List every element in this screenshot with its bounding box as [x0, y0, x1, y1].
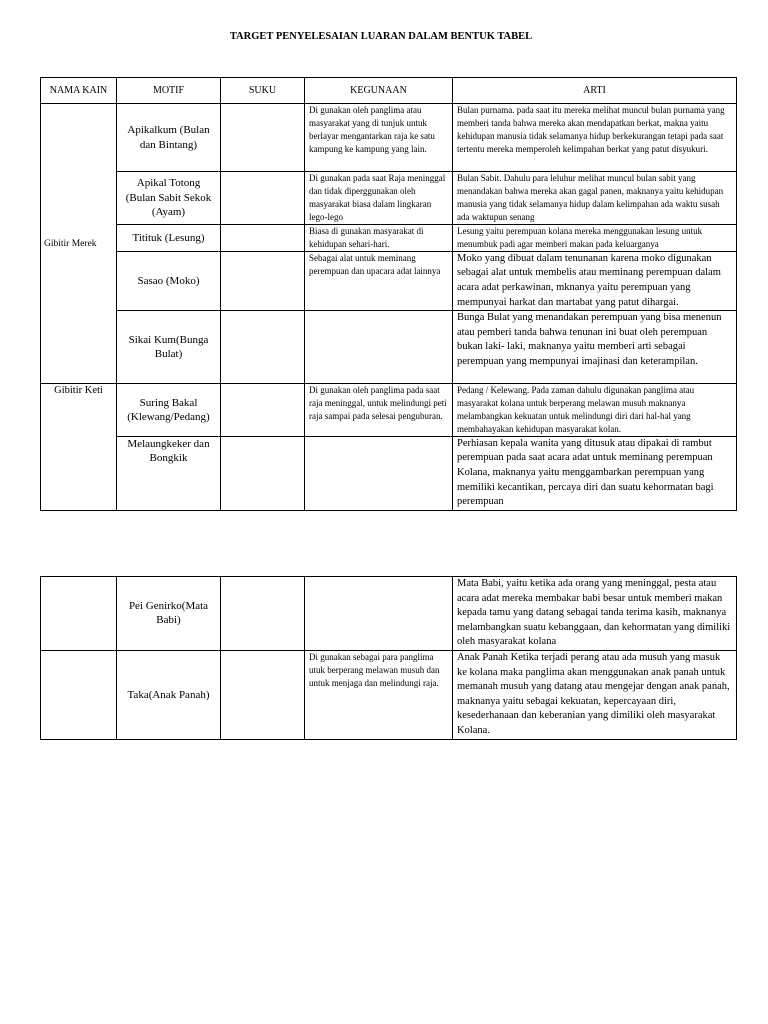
table-row: [41, 650, 737, 739]
nama-kain-cell: [41, 577, 117, 651]
motif-cell: Sasao (Moko): [117, 251, 221, 310]
nama-kain-cell: [41, 650, 117, 739]
motif-cell: Pei Genirko(Mata Babi): [117, 577, 221, 651]
table-row: [41, 311, 737, 384]
kegunaan-cell: Sebagai alat untuk meminang perempuan dan upacara adat lainnya: [305, 251, 453, 310]
suku-cell: [221, 577, 305, 651]
motif-cell: Apikalkum (Bulan dan Bintang): [117, 104, 221, 172]
table-row: [41, 225, 737, 252]
suku-cell: [221, 436, 305, 510]
kegunaan-cell: [305, 311, 453, 384]
motif-cell: Sikai Kum(Bunga Bulat): [117, 311, 221, 384]
table-header-row: [41, 78, 737, 104]
motif-cell: Melaungkeker dan Bongkik: [117, 436, 221, 510]
table-row: [41, 251, 737, 310]
motif-cell: Taka(Anak Panah): [117, 650, 221, 739]
table-row: [41, 577, 737, 651]
arti-cell: Bulan Sabit. Dahulu para leluhur melihat muncul bulan sabit yang menandakan bahwa mereka akan gagal panen, maknanya yaitu kehidupan manusia yang tidak selamanya hidup dalam kelimpahan ada waktu susah ada waktupun senang: [453, 172, 737, 225]
arti-cell: Perhiasan kepala wanita yang ditusuk atau dipakai di rambut perempuan pada saat acara adat untuk meminang perempuan Kolana, maknanya yaitu menggambarkan perempuan yang memiliki kecantikan, percaya diri dan suatu kehormatan bagi perempuan: [453, 436, 737, 510]
arti-cell: Bulan purnama. pada saat itu mereka melihat muncul bulan purnama yang memberi tanda bahwa mereka akan mendapatkan berkat, makna yaitu kehidupan manusia tidak selamanya hidup berkekurangan tetapi pada saat tertentu mereka memperoleh kelimpahan berkat yang patut disyukuri.: [453, 104, 737, 172]
document-title: TARGET PENYELESAIAN LUARAN DALAM BENTUK TABEL: [229, 31, 533, 42]
kegunaan-cell: Di gunakan oleh panglima atau masyarakat yang di tunjuk untuk berlayar mengantarkan raja ke satu kampung ke kampung yang lain.: [305, 104, 453, 172]
suku-cell: [221, 251, 305, 310]
group-gibitir-merek: Gibitir Merek: [41, 104, 117, 384]
table-row: [41, 172, 737, 225]
table-row: [41, 384, 737, 437]
arti-cell: Lesung yaitu perempuan kolana mereka menggunakan lesung untuk menumbuk padi agar memberi makan pada keluarganya: [453, 225, 737, 252]
suku-cell: [221, 384, 305, 437]
header-motif: MOTIF: [117, 78, 221, 104]
kegunaan-cell: [305, 577, 453, 651]
header-nama-kain: NAMA KAIN: [41, 78, 117, 104]
suku-cell: [221, 104, 305, 172]
kegunaan-cell: Biasa di gunakan masyarakat di kehidupan sehari-hari.: [305, 225, 453, 252]
header-suku: SUKU: [221, 78, 305, 104]
motif-table-continued: [40, 576, 737, 740]
group-gibitir-keti: Gibitir Keti: [41, 384, 117, 511]
motif-cell: Apikal Totong (Bulan Sabit Sekok (Ayam): [117, 172, 221, 225]
motif-cell: Titituk (Lesung): [117, 225, 221, 252]
suku-cell: [221, 172, 305, 225]
motif-table: [40, 77, 737, 511]
arti-cell: Anak Panah Ketika terjadi perang atau ada musuh yang masuk ke kolana maka panglima akan menggunakan anak panah untuk memanah musuh yang datang atau mengejar dengan anak panah, maknanya yaitu sebagai kekuatan, kepercayaan diri, kesederhanaan dan keberanian yang dimiliki oleh masyarakat Kolana.: [453, 650, 737, 739]
suku-cell: [221, 650, 305, 739]
header-arti: ARTI: [453, 78, 737, 104]
arti-cell: Mata Babi, yaitu ketika ada orang yang meninggal, pesta atau acara adat mereka membakar babi besar untuk memberi makan kepada tamu yang datang sebagai tanda terima kasih, maknanya melambangkan suatu kebanggaan, dan kehormatan yang dimiliki oleh masyarakat kolana: [453, 577, 737, 651]
suku-cell: [221, 225, 305, 252]
header-kegunaan: KEGUNAAN: [305, 78, 453, 104]
arti-cell: Moko yang dibuat dalam tenunanan karena moko digunakan sebagai alat untuk membelis atau meminang perempuan dalam acara adat perkawinan, mknanya yaitu perempuan yang mempunyai harkat dan martabat yang patut dihargai.: [453, 251, 737, 310]
kegunaan-cell: [305, 436, 453, 510]
motif-cell: Suring Bakal (Klewang/Pedang): [117, 384, 221, 437]
arti-cell: Bunga Bulat yang menandakan perempuan yang bisa menenun atau pemberi tanda bahwa tenunan ini buat oleh perempuan bukan laki- laki, maknanya yaitu memberi arti sebagai perempuan yang mempunyai imajinasi dan keterampilan.: [453, 311, 737, 384]
table-row: [41, 436, 737, 510]
suku-cell: [221, 311, 305, 384]
kegunaan-cell: Di gunakan oleh panglima pada saat raja meninggal, untuk melindungi peti raja sampai pada selesai penguburan.: [305, 384, 453, 437]
kegunaan-cell: Di gunakan pada saat Raja meninggal dan tidak diperggunakan oleh masyarakat biasa dalam lingkaran lego-lego: [305, 172, 453, 225]
kegunaan-cell: Di gunakan sebagai para panglima utuk berperang melawan musuh dan untuk menjaga dan melindungi raja.: [305, 650, 453, 739]
arti-cell: Pedang / Kelewang. Pada zaman dahulu digunakan panglima atau masyarakat kolana untuk berperang melawan musuh maknanya melambangkan kekuatan untuk melindungi diri dari hal-hal yang membahayakan kehidupan masyarakat kolan.: [453, 384, 737, 437]
table-row: [41, 104, 737, 172]
